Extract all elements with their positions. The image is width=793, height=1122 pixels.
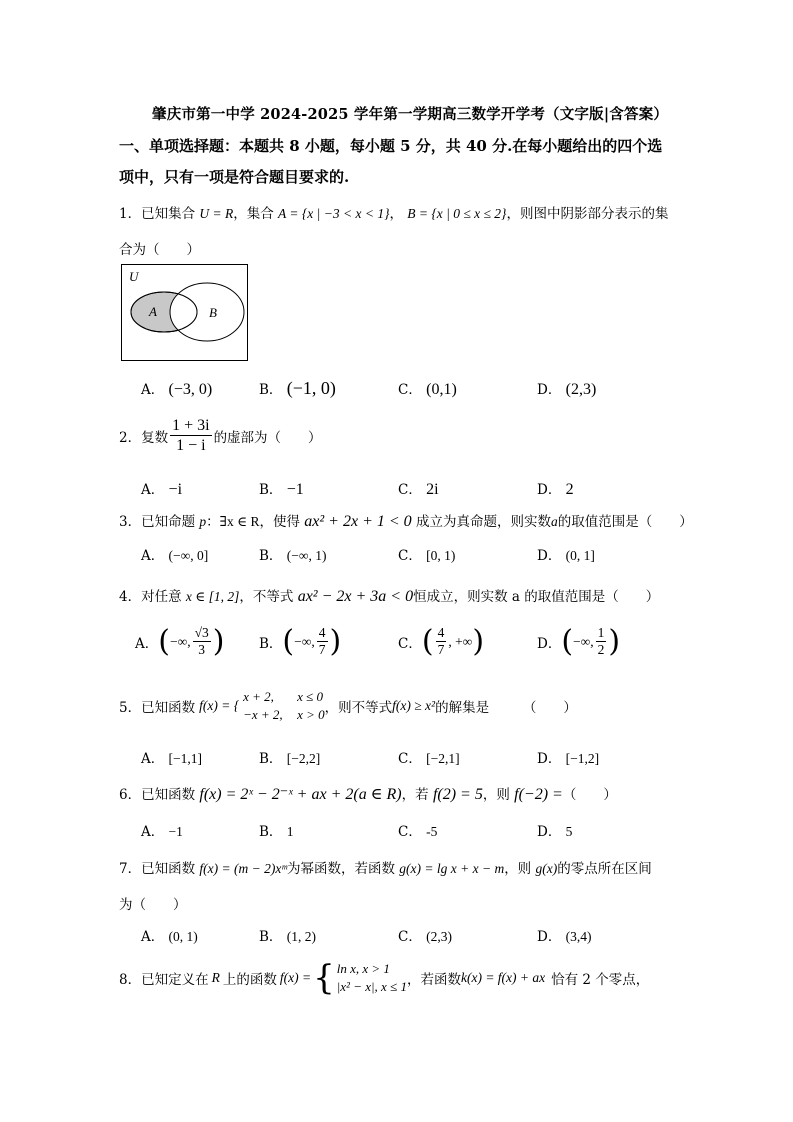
q3-var-a: a bbox=[550, 514, 558, 529]
q6-condition: f(2) = 5 bbox=[432, 786, 483, 803]
q1-text-c: ，则图中阴影部分表示的集 bbox=[506, 206, 669, 222]
page-title: 肇庆市第一中学 2024-2025 学年第一学期高三数学开学考（文字版|含答案） bbox=[152, 106, 669, 123]
q7-text-c: ，则 bbox=[504, 861, 532, 877]
question-number: 2． bbox=[119, 429, 142, 446]
q7-option-b[interactable]: B． (1, 2) bbox=[259, 929, 316, 945]
q7-text-a: 已知函数 bbox=[141, 861, 196, 877]
q3-option-d[interactable]: D． (0, 1] bbox=[537, 548, 595, 564]
q1-sep: ， bbox=[389, 206, 403, 222]
q1-option-a[interactable]: A． (−3, 0) bbox=[141, 381, 213, 398]
q5-option-d[interactable]: D． [−1,2] bbox=[537, 751, 600, 767]
q5-text-a: 已知函数 bbox=[141, 699, 196, 716]
question-3-text bbox=[119, 510, 693, 531]
q6-option-b[interactable]: B． 1 bbox=[259, 824, 294, 840]
q3-text-d: 的取值范围是（ ） bbox=[557, 514, 693, 530]
q6-function-def: f(x) = 2ˣ − 2⁻ˣ + ax + 2(a ∈ R) bbox=[199, 786, 402, 803]
q7-text-b: 为幂函数，若函数 bbox=[286, 861, 395, 877]
q4-text-a: 对任意 bbox=[141, 589, 182, 605]
question-number: 6． bbox=[119, 787, 142, 803]
q8-function-def: f(x) = bbox=[279, 970, 312, 985]
q4-option-c[interactable]: C． ( $\frac{4}{7}$ , +∞ ) bbox=[398, 624, 485, 659]
q7-text-d: 的零点所在区间 bbox=[557, 861, 652, 877]
question-number: 8． bbox=[119, 972, 142, 988]
q7-option-c[interactable]: C． (2,3) bbox=[398, 929, 453, 945]
q4-option-d[interactable]: D． ( −∞, $\frac{1}{2}$ ) bbox=[537, 624, 621, 659]
question-6-text bbox=[119, 783, 617, 804]
question-1-line2: 合为（ ） bbox=[119, 242, 200, 258]
q1-text-a: 已知集合 bbox=[141, 206, 196, 222]
q7-function-def: f(x) = (m − 2)xᵐ bbox=[199, 861, 287, 876]
q6-ask: f(−2) = bbox=[514, 786, 563, 803]
q3-option-a[interactable]: A． (−∞, 0] bbox=[141, 548, 209, 564]
q6-text-c: ，则 bbox=[482, 787, 510, 803]
q3-inequality: ax² + 2x + 1 < 0 bbox=[304, 513, 412, 530]
question-number: 3． bbox=[119, 514, 142, 530]
question-1-text bbox=[119, 202, 668, 222]
q4-text-c: 恒成立，则实数 a 的取值范围是（ ） bbox=[413, 589, 660, 605]
q8-text-a: 已知定义在 bbox=[141, 972, 209, 988]
q3-option-b[interactable]: B． (−∞, 1) bbox=[259, 548, 327, 564]
q1-option-c[interactable]: C． (0,1) bbox=[398, 381, 457, 398]
q2-fraction: $\frac{1 + 3i}{1 - i}$ bbox=[172, 417, 210, 455]
q4-text-b: ，不等式 bbox=[239, 589, 294, 605]
question-number: 4． bbox=[119, 589, 142, 605]
q4-inequality: ax² − 2x + 3a < 0 bbox=[297, 588, 414, 605]
q3-text-a: 已知命题 bbox=[141, 514, 196, 530]
question-number: 7． bbox=[119, 861, 142, 877]
q5-option-b[interactable]: B． [−2,2] bbox=[259, 751, 321, 767]
q5-option-a[interactable]: A． [−1,1] bbox=[141, 751, 203, 767]
q1-option-b[interactable]: B． (−1, 0) bbox=[259, 378, 336, 398]
section-heading-line2: 项中，只有一项是符合题目要求的. bbox=[119, 168, 350, 186]
venn-label-u: U bbox=[129, 269, 139, 284]
q4-option-b[interactable]: B． ( −∞, $\frac{4}{7}$ ) bbox=[259, 624, 342, 659]
q8-piecewise: { ln x, x > 1 |x² − x|, x ≤ 1 bbox=[313, 958, 407, 998]
q2-text-b: 的虚部为（ ） bbox=[213, 429, 322, 446]
q6-text-a: 已知函数 bbox=[141, 787, 196, 803]
q7-function-g: g(x) = lg x + x − m bbox=[399, 861, 505, 876]
q8-function-k: k(x) = f(x) + ax bbox=[460, 970, 546, 985]
q8-domain-r: R bbox=[211, 970, 220, 985]
q3-text-c: 成立为真命题，则实数 bbox=[415, 514, 551, 530]
q4-domain: x ∈ [1, 2] bbox=[185, 589, 240, 604]
question-7-line2: 为（ ） bbox=[119, 897, 187, 913]
q2-text-a: 复数 bbox=[141, 429, 169, 446]
q6-text-d: （ ） bbox=[562, 787, 617, 803]
section-heading-line1: 一、单项选择题：本题共 8 小题，每小题 5 分，共 40 分.在每小题给出的四个选 bbox=[119, 137, 663, 155]
q2-option-b[interactable]: B． −1 bbox=[259, 481, 304, 498]
question-2-text bbox=[119, 416, 322, 455]
venn-diagram bbox=[121, 264, 249, 362]
q5-option-c[interactable]: C． [−2,1] bbox=[398, 751, 460, 767]
question-number: 5． bbox=[119, 699, 142, 716]
q6-option-d[interactable]: D． 5 bbox=[537, 824, 573, 840]
q6-option-a[interactable]: A． −1 bbox=[141, 824, 183, 840]
question-7-text bbox=[119, 857, 652, 877]
q7-option-a[interactable]: A． (0, 1) bbox=[141, 929, 198, 945]
q7-function-g-ref: g(x) bbox=[535, 861, 558, 876]
question-4-text bbox=[119, 585, 659, 606]
q5-text-b: ，则不等式 bbox=[324, 699, 393, 716]
q3-prop-p: p bbox=[199, 514, 207, 529]
q1-set-b: B = {x | 0 ≤ x ≤ 2} bbox=[407, 206, 507, 221]
q5-text-c: 的解集是 （ ） bbox=[435, 699, 577, 716]
question-8-text bbox=[119, 958, 649, 998]
venn-label-b: B bbox=[209, 305, 217, 320]
q4-option-a[interactable]: A． ( −∞, $\frac{√3}{3}$ ) bbox=[135, 624, 225, 659]
q7-option-d[interactable]: D． (3,4) bbox=[537, 929, 592, 945]
q3-option-c[interactable]: C． [0, 1) bbox=[398, 548, 456, 564]
q8-text-c: ，若函数 bbox=[406, 972, 461, 988]
q6-text-b: ，若 bbox=[401, 787, 429, 803]
q1-set-u: U = R bbox=[199, 206, 234, 221]
q6-option-c[interactable]: C． -5 bbox=[398, 824, 438, 840]
q8-text-b: 上的函数 bbox=[222, 972, 277, 988]
question-5-text bbox=[119, 688, 577, 723]
question-number: 1． bbox=[119, 206, 142, 222]
q1-option-d[interactable]: D． (2,3) bbox=[537, 381, 597, 398]
q5-inequality: f(x) ≥ x² bbox=[392, 697, 436, 713]
q5-function-def: f(x) = { bbox=[199, 697, 240, 713]
q2-option-d[interactable]: D． 2 bbox=[537, 481, 574, 498]
q5-piecewise: x + 2, x ≤ 0 −x + 2, x > 0 bbox=[243, 689, 325, 722]
venn-label-a: A bbox=[149, 304, 157, 319]
q3-text-b: ：∃x ∈ R，使得 bbox=[206, 514, 300, 529]
q1-set-a: A = {x | −3 < x < 1} bbox=[278, 206, 390, 221]
q2-option-a[interactable]: A． −i bbox=[141, 481, 183, 498]
q2-option-c[interactable]: C． 2i bbox=[398, 481, 439, 498]
q1-text-b: ，集合 bbox=[233, 206, 274, 222]
q8-text-d: 恰有 2 个零点， bbox=[551, 972, 650, 988]
